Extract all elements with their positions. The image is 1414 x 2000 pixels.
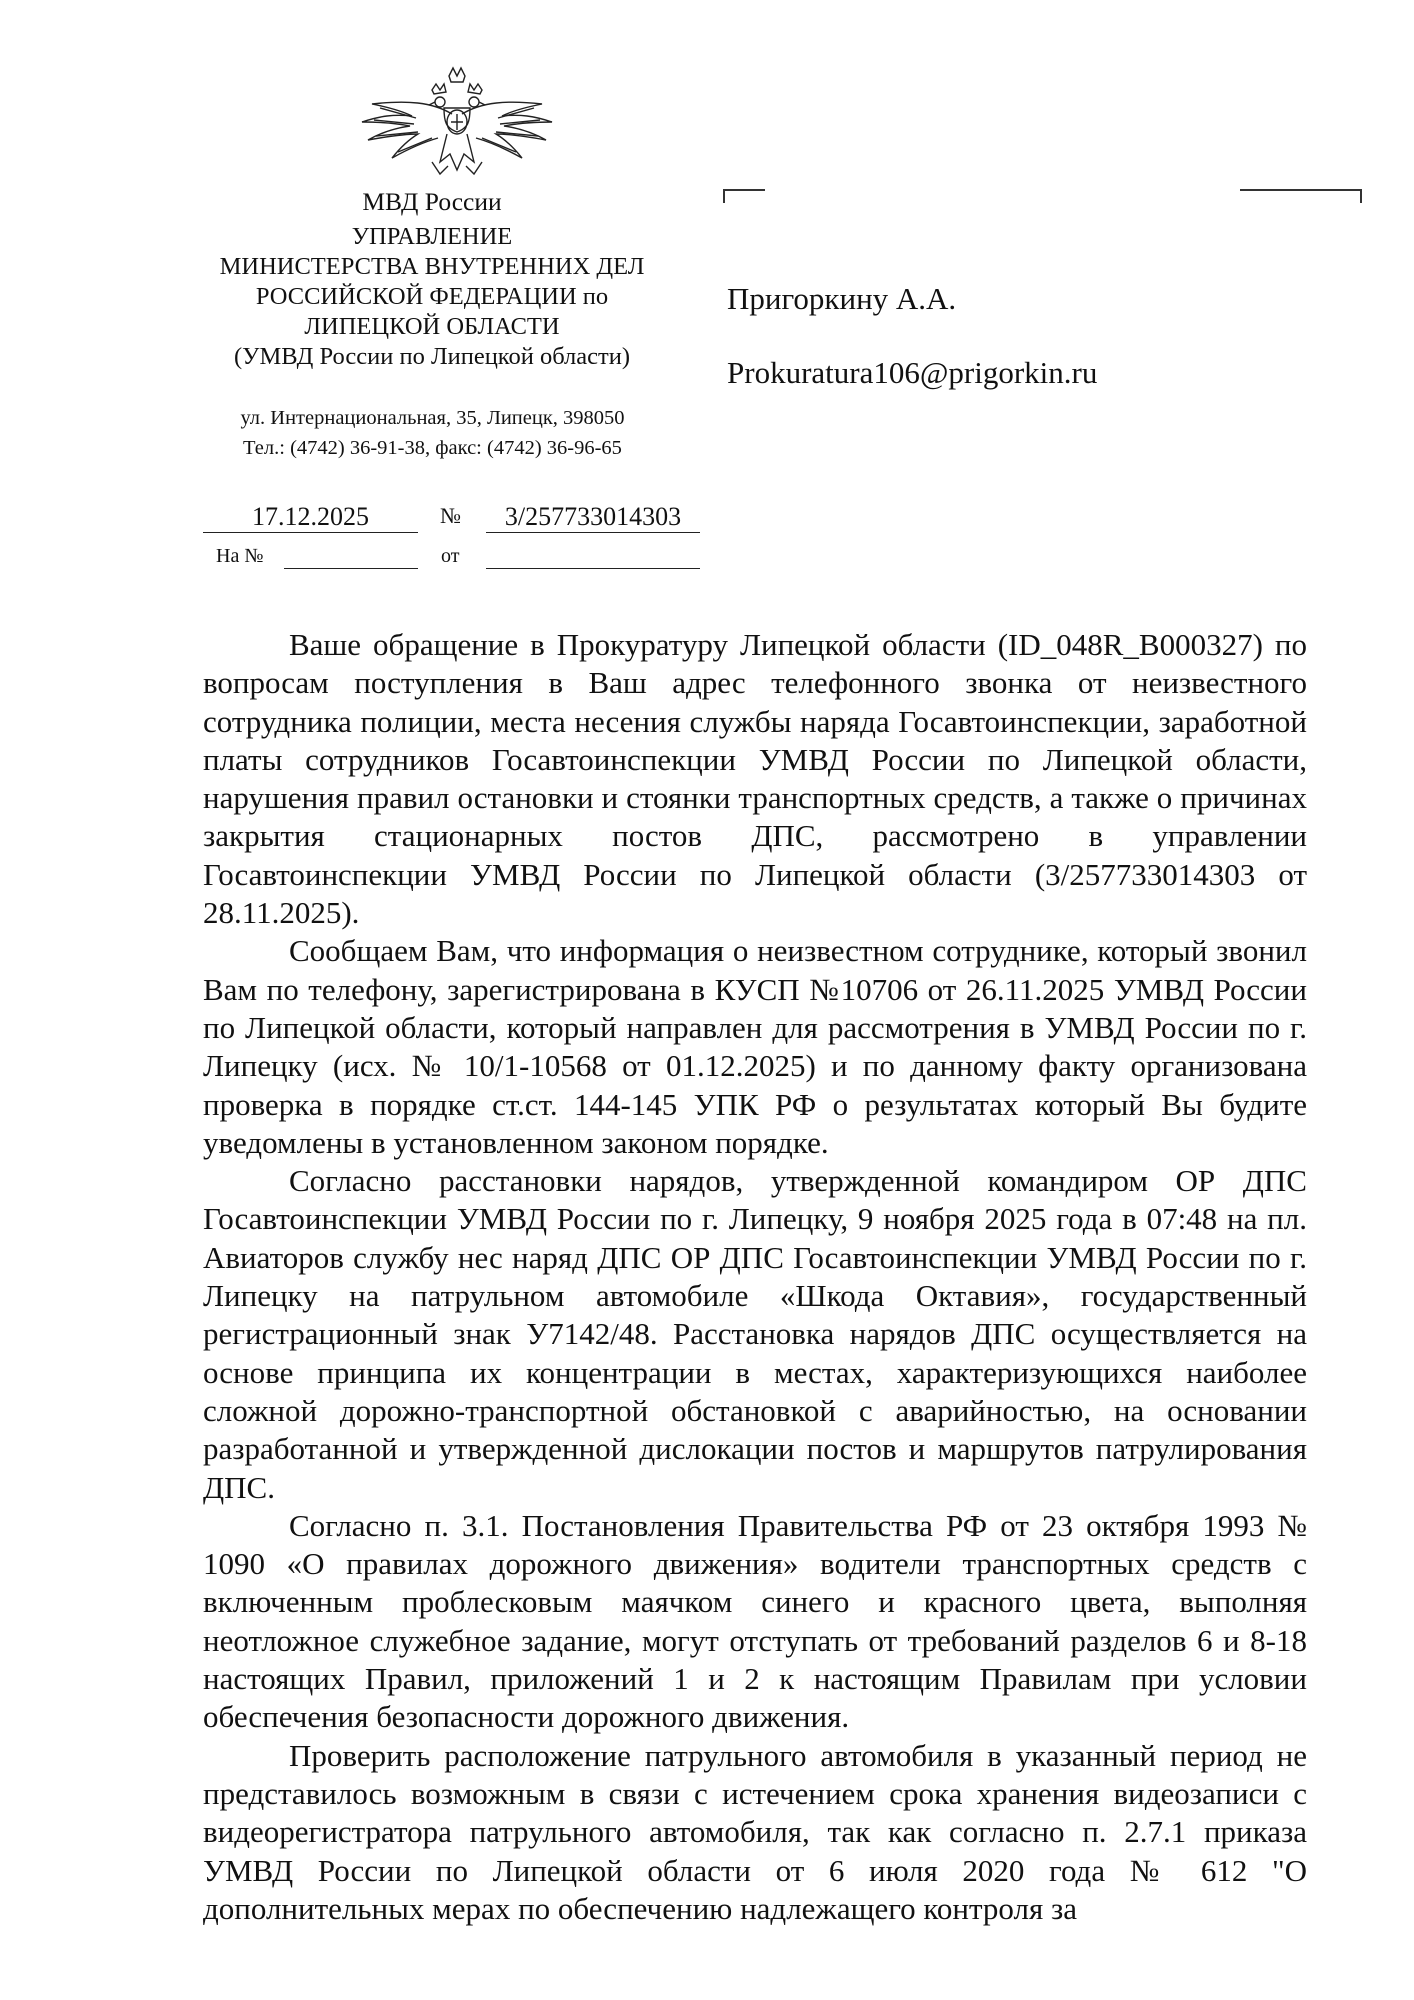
- address-block: [200, 403, 665, 463]
- recipient-email: Prokuratura106@prigorkin.ru: [727, 355, 1098, 390]
- ref-date-field: [486, 540, 700, 569]
- paragraph: Проверить расположение патрульного автомобиля в указанный период не представилось возможным в связи с истечением срока хранения видеозаписи с видеорегистратора патрульного автомобиля, так как согласно п. 2.7.1 приказа УМВД России по Липецкой области от 6 июля 2020 года № 612 "О дополнительных мерах по обеспечению надлежащего контроля за: [203, 1737, 1307, 1926]
- ministry-name: МВД России: [362, 187, 502, 216]
- org-line: МИНИСТЕРСТВА ВНУТРЕННИХ ДЕЛ: [219, 253, 645, 280]
- ref-number-field: [284, 540, 418, 569]
- ref-label: На №: [216, 545, 264, 567]
- paragraph: Согласно расстановки нарядов, утвержденной командиром ОР ДПС Госавтоинспекции УМВД России по г. Липецку, 9 ноября 2025 года в 07:48 на пл. Авиаторов службу нес наряд ДПС ОР ДПС Госавтоинспекции УМВД России по г. Липецку на патрульном автомобиле «Шкода Октавия», государственный регистрационный знак У7142/48. Расстановка нарядов ДПС осуществляется на основе принципа их концентрации в местах, характеризующихся наиболее сложной дорожно-транспортной обстановкой с аварийностью, на основании разработанной и утвержденной дислокации постов и маршрутов патрулирования ДПС.: [203, 1163, 1307, 1505]
- number-field: [486, 502, 700, 533]
- corner-bracket-left: [723, 189, 765, 203]
- org-line: ЛИПЕЦКОЙ ОБЛАСТИ: [304, 313, 560, 340]
- recipient-name: Пригоркину А.А.: [727, 281, 957, 316]
- outgoing-date: 17.12.2025: [252, 502, 369, 531]
- org-line: РОССИЙСКОЙ ФЕДЕРАЦИИ по: [255, 283, 609, 310]
- letterhead: [192, 185, 672, 372]
- phone: Тел.: (4742) 36-91-38, факс: (4742) 36-96-65: [243, 437, 622, 459]
- address: ул. Интернациональная, 35, Липецк, 398050: [240, 407, 625, 429]
- paragraph: Сообщаем Вам, что информация о неизвестном сотруднике, который звонил Вам по телефону, зарегистрирована в КУСП №10706 от 26.11.2025 УМВД России по Липецкой области, который направлен для рассмотрения в УМВД России по г. Липецку (исх. № 10/1-10568 от 01.12.2025) и по данному факту организована проверка в порядке ст.ст. 144-145 УПК РФ о результатах который Вы будите уведомлены в установленном законом порядке.: [203, 933, 1307, 1160]
- paragraph: Согласно п. 3.1. Постановления Правительства РФ от 23 октября 1993 № 1090 «О правилах дорожного движения» водители транспортных средств с включенным проблесковым маячком синего и красного цвета, выполняя неотложное служебное задание, могут отступать от требований разделов 6 и 8-18 настоящих Правил, приложений 1 и 2 к настоящим Правилам при условии обеспечения безопасности дорожного движения.: [203, 1507, 1307, 1735]
- mvd-eagle-emblem-icon: [352, 62, 562, 190]
- org-line: УПРАВЛЕНИЕ: [351, 223, 513, 250]
- paragraph: Ваше обращение в Прокуратуру Липецкой области (ID_048R_B000327) по вопросам поступления в Ваш адрес телефонного звонка от неизвестного сотрудника полиции, места несения службы наряда Госавтоинспекции, заработной платы сотрудников Госавтоинспекции УМВД России по Липецкой области, нарушения правил остановки и стоянки транспортных средств, а также о причинах закрытия стационарных постов ДПС, рассмотрено в управлении Госавтоинспекции УМВД России по Липецкой области (3/257733014303 от 28.11.2025).: [203, 627, 1307, 931]
- date-field: [203, 502, 418, 533]
- letter-body: [203, 626, 1307, 1928]
- number-label: №: [440, 503, 461, 528]
- outgoing-number: 3/257733014303: [504, 502, 682, 531]
- from-label: от: [441, 545, 460, 567]
- corner-bracket-right: [1240, 189, 1362, 203]
- org-line: (УМВД России по Липецкой области): [233, 343, 631, 370]
